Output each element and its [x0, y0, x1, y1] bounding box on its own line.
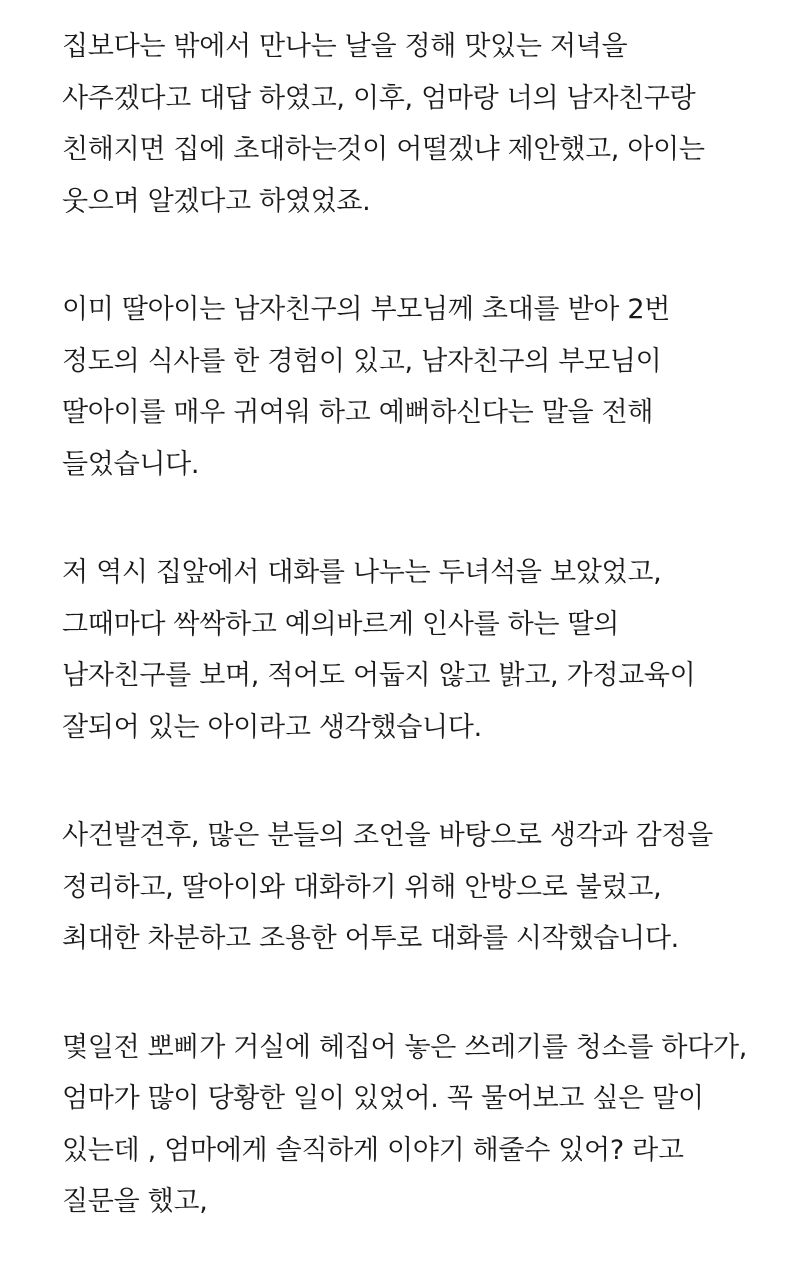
text-line: 저 역시 집앞에서 대화를 나누는 두녀석을 보았었고,: [62, 557, 662, 588]
paragraph-2: [62, 284, 782, 490]
text-line: 친해지면 집에 초대하는것이 어떨겠냐 제안했고, 아이는: [62, 134, 705, 165]
text-line: 사건발견후, 많은 분들의 조언을 바탕으로 생각과 감정을: [62, 820, 713, 851]
text-line: 엄마가 많이 당황한 일이 있었어. 꼭 물어보고 싶은 말이: [62, 1083, 704, 1114]
text-line: 들었습니다.: [62, 448, 200, 480]
text-line: 정리하고, 딸아이와 대화하기 위해 안방으로 불렀고,: [62, 871, 662, 903]
text-line: 웃으며 알겠다고 하였었죠.: [62, 185, 371, 217]
text-line: 그때마다 싹싹하고 예의바르게 인사를 하는 딸의: [62, 608, 620, 640]
text-line: 있는데 , 엄마에게 솔직하게 이야기 해줄수 있어? 라고: [62, 1134, 684, 1166]
text-line: 질문을 했고,: [62, 1186, 208, 1217]
text-line: 딸아이를 매우 귀여워 하고 예뻐하신다는 말을 전해: [62, 397, 654, 428]
text-line: 남자친구를 보며, 적어도 어둡지 않고 밝고, 가정교육이: [62, 660, 696, 691]
paragraph-4: [62, 810, 782, 965]
paragraph-5: [62, 1022, 782, 1228]
text-line: 몇일전 뽀삐가 거실에 헤집어 놓은 쓰레기를 청소를 하다가,: [62, 1031, 748, 1063]
paragraph-1: [62, 21, 782, 227]
paragraph-3: [62, 547, 782, 753]
text-line: 잘되어 있는 아이라고 생각했습니다.: [62, 711, 482, 743]
text-line: 이미 딸아이는 남자친구의 부모님께 초대를 받아 2번: [62, 294, 670, 325]
text-line: 최대한 차분하고 조용한 어투로 대화를 시작했습니다.: [62, 923, 679, 954]
text-line: 정도의 식사를 한 경험이 있고, 남자친구의 부모님이: [62, 345, 662, 377]
text-line: 사주겠다고 대답 하였고, 이후, 엄마랑 너의 남자친구랑: [62, 82, 696, 114]
article-body: [62, 21, 782, 1285]
text-line: 집보다는 밖에서 만나는 날을 정해 맛있는 저녁을: [62, 31, 628, 62]
